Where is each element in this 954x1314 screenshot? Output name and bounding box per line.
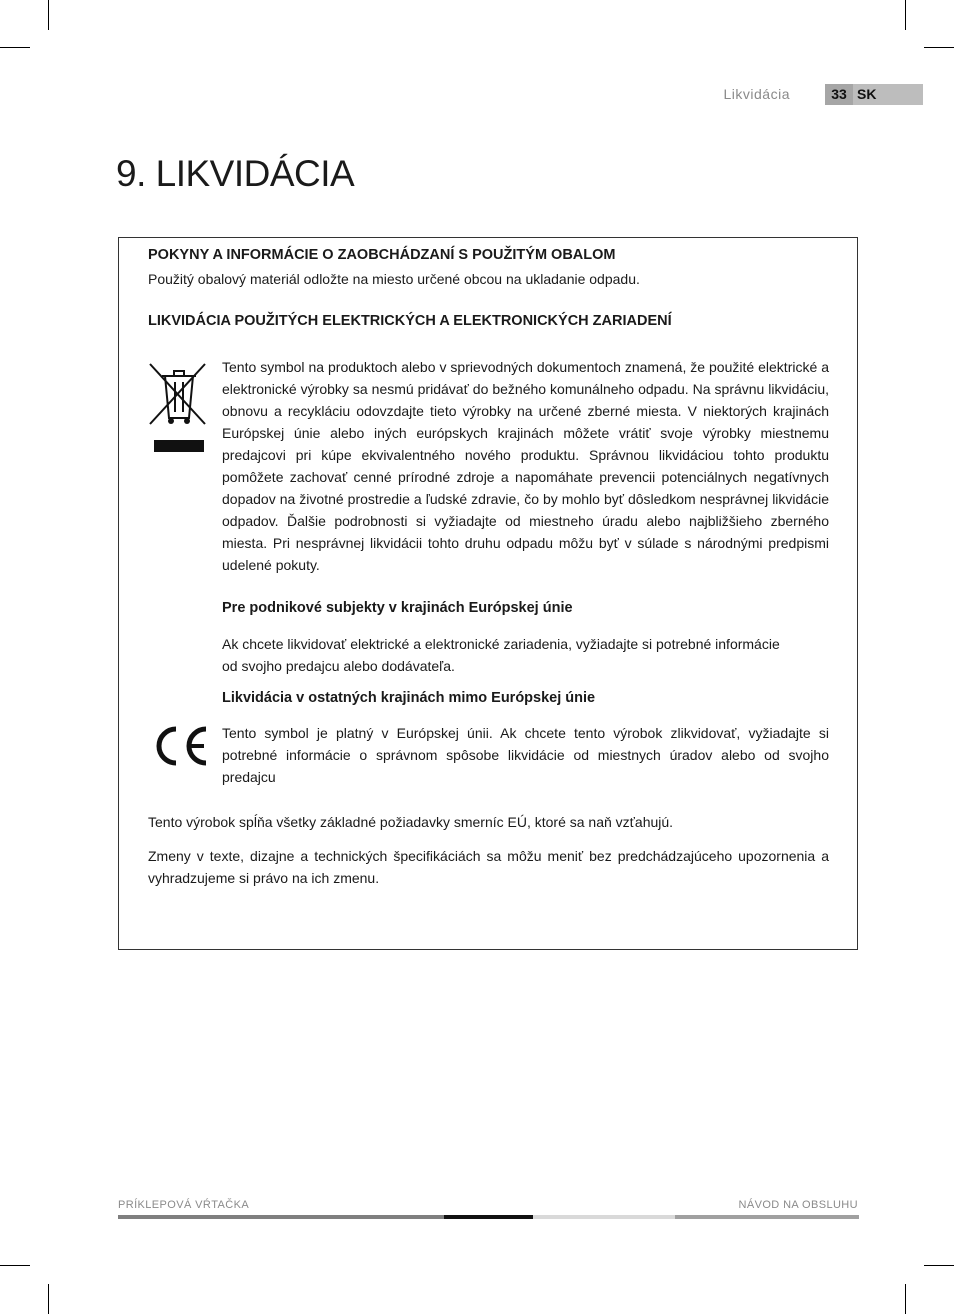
- business-text: Ak chcete likvidovať elektrické a elektronické zariadenia, vyžiadajte si potrebné informácie od svojho predajcu alebo dodávateľa.: [222, 636, 780, 674]
- weee-crossed-bin-icon: [147, 360, 211, 456]
- packaging-heading: POKYNY A INFORMÁCIE O ZAOBCHÁDZANÍ S POUŽITÝM OBALOM: [148, 247, 616, 263]
- crop-mark: [905, 1284, 906, 1314]
- language-code: SK: [857, 86, 877, 102]
- weee-text: Tento symbol na produktoch alebo v sprievodných dokumentoch znamená, že použité elektrické a elektronické výrobky sa nesmú pridávať do bežného komunálneho odpadu. Na správnu likvidáciu, obnovu a recykláciu odovzdajte tieto výrobky na určené zberné miesta. V niektorých krajinách Európskej únie alebo iných európskych krajinách môžete vrátiť svoje výrobky miestnemu predajcovi pri kúpe ekvivalentného nového produktu. Správnou likvidáciou tohto produktu pomôžete zachovať cenné prírodné zdroje a napomáhate prevencii potenciálnych negatívnych dopadov na životné prostredie a ľudské zdravie, čo by mohlo byť dôsledkom nesprávnej likvidácie odpadov. Ďalšie podrobnosti si vyžiadajte od miestneho úradu alebo najbližšieho zberného miesta. Pri nesprávnej likvidácii tohto druhu odpadu môžu byť v súlade s národnými predpismi udelené pokuty.: [222, 359, 829, 573]
- disposal-info-box: [118, 237, 858, 950]
- ce-mark-icon: [152, 725, 210, 767]
- crop-mark: [905, 0, 906, 30]
- compliance-text: Tento výrobok spĺňa všetky základné požiadavky smerníc EÚ, ktoré sa naň vzťahujú.: [148, 814, 674, 830]
- page-title: 9. LIKVIDÁCIA: [116, 153, 355, 194]
- changes-text: Zmeny v texte, dizajne a technických špecifikáciách sa môžu meniť bez predchádzajúceho upozornenia a vyhradzujeme si právo na ich zmenu.: [148, 848, 829, 886]
- weee-heading: LIKVIDÁCIA POUŽITÝCH ELEKTRICKÝCH A ELEKTRONICKÝCH ZARIADENÍ: [148, 313, 672, 329]
- crop-mark: [924, 1265, 954, 1266]
- footer-product-name: PRÍKLEPOVÁ VŔTAČKA: [118, 1199, 250, 1211]
- footer-bar-segment: [118, 1215, 444, 1219]
- packaging-text: Použitý obalový materiál odložte na miesto určené obcou na ukladanie odpadu.: [148, 271, 640, 287]
- page-number: 33: [825, 84, 853, 105]
- crop-mark: [48, 0, 49, 30]
- footer-bar-segment: [444, 1215, 533, 1219]
- other-countries-text: Tento symbol je platný v Európskej únii. Ak chcete tento výrobok zlikvidovať, vyžiadajte si potrebné informácie o správnom spôsobe likvidácie od miestnych úradov alebo od svojho predajcu: [222, 725, 829, 785]
- header-section-label: Likvidácia: [723, 86, 790, 102]
- footer-bar-segment: [533, 1215, 675, 1219]
- business-heading: Pre podnikové subjekty v krajinách Európskej únie: [222, 600, 573, 616]
- crop-mark: [48, 1284, 49, 1314]
- crop-mark: [0, 47, 30, 48]
- other-countries-heading: Likvidácia v ostatných krajinách mimo Európskej únie: [222, 690, 596, 706]
- crop-mark: [0, 1265, 30, 1266]
- crop-mark: [924, 47, 954, 48]
- footer-manual-label: NÁVOD NA OBSLUHU: [738, 1199, 858, 1211]
- footer-bar-segment: [675, 1215, 859, 1219]
